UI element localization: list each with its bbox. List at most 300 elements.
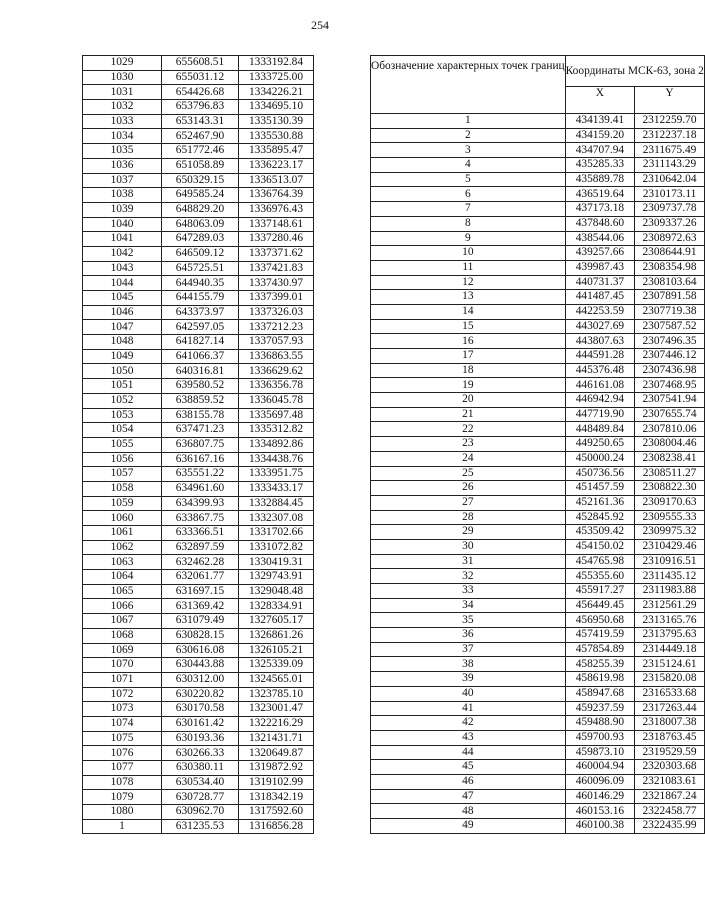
table-row <box>371 598 705 613</box>
point-number-cell: 1071 <box>83 672 162 687</box>
table-row <box>371 774 705 789</box>
point-number-cell: 1046 <box>83 305 162 320</box>
x-coordinate-cell: 458947.68 <box>565 686 635 701</box>
x-coordinate-cell: 630220.82 <box>162 687 239 702</box>
y-coordinate-cell: 2311675.49 <box>635 143 705 158</box>
x-coordinate-cell: 460004.94 <box>565 760 635 775</box>
y-coordinate-cell: 1330419.31 <box>239 555 314 570</box>
x-coordinate-cell: 437173.18 <box>565 202 635 217</box>
table-row <box>83 70 314 85</box>
table-row <box>83 805 314 820</box>
x-coordinate-cell: 645725.51 <box>162 261 239 276</box>
x-coordinate-cell: 630312.00 <box>162 672 239 687</box>
x-coordinate-cell: 445376.48 <box>565 363 635 378</box>
point-number-cell: 1054 <box>83 423 162 438</box>
point-number-cell: 36 <box>371 628 566 643</box>
table-row <box>371 143 705 158</box>
y-coordinate-cell: 1326105.21 <box>239 643 314 658</box>
y-coordinate-cell: 1335697.48 <box>239 408 314 423</box>
x-coordinate-cell: 630443.88 <box>162 658 239 673</box>
point-number-cell: 1036 <box>83 158 162 173</box>
point-number-cell: 11 <box>371 260 566 275</box>
y-coordinate-cell: 1332884.45 <box>239 496 314 511</box>
point-number-cell: 1075 <box>83 731 162 746</box>
x-coordinate-cell: 631369.42 <box>162 599 239 614</box>
point-number-cell: 1051 <box>83 379 162 394</box>
x-coordinate-cell: 459237.59 <box>565 701 635 716</box>
y-coordinate-cell: 2317263.44 <box>635 701 705 716</box>
table-row <box>371 539 705 554</box>
point-number-cell: 2 <box>371 128 566 143</box>
point-number-cell: 1055 <box>83 437 162 452</box>
y-coordinate-cell: 2312237.18 <box>635 128 705 143</box>
point-number-cell: 1065 <box>83 584 162 599</box>
point-number-cell: 1049 <box>83 349 162 364</box>
y-coordinate-cell: 2310429.46 <box>635 539 705 554</box>
y-coordinate-cell: 1336513.07 <box>239 173 314 188</box>
x-coordinate-cell: 441487.45 <box>565 290 635 305</box>
point-number-cell: 48 <box>371 804 566 819</box>
y-coordinate-cell: 1321431.71 <box>239 731 314 746</box>
x-coordinate-cell: 641827.14 <box>162 335 239 350</box>
x-coordinate-cell: 632897.59 <box>162 540 239 555</box>
point-number-cell: 43 <box>371 730 566 745</box>
right-table-header <box>371 56 705 114</box>
table-row <box>371 128 705 143</box>
point-number-cell: 9 <box>371 231 566 246</box>
y-coordinate-cell: 1335895.47 <box>239 144 314 159</box>
table-row <box>83 158 314 173</box>
table-row <box>83 496 314 511</box>
y-coordinate-cell: 1320649.87 <box>239 746 314 761</box>
y-coordinate-cell: 2307446.12 <box>635 349 705 364</box>
point-number-cell: 1047 <box>83 320 162 335</box>
point-number-cell: 1032 <box>83 100 162 115</box>
x-coordinate-cell: 435285.33 <box>565 158 635 173</box>
point-number-cell: 1031 <box>83 85 162 100</box>
x-coordinate-cell: 630266.33 <box>162 746 239 761</box>
point-number-cell: 1063 <box>83 555 162 570</box>
x-coordinate-cell: 452845.92 <box>565 510 635 525</box>
point-number-cell: 1062 <box>83 540 162 555</box>
right-table-body <box>371 114 705 834</box>
x-coordinate-cell: 630161.42 <box>162 716 239 731</box>
y-coordinate-cell: 1328334.91 <box>239 599 314 614</box>
point-number-cell: 46 <box>371 774 566 789</box>
table-row <box>83 276 314 291</box>
y-coordinate-cell: 1324565.01 <box>239 672 314 687</box>
y-coordinate-cell: 1329743.91 <box>239 570 314 585</box>
y-coordinate-cell: 2308354.98 <box>635 260 705 275</box>
point-number-cell: 1069 <box>83 643 162 658</box>
point-number-cell: 29 <box>371 525 566 540</box>
point-number-cell: 30 <box>371 539 566 554</box>
table-row <box>83 599 314 614</box>
x-coordinate-cell: 653143.31 <box>162 114 239 129</box>
x-coordinate-cell: 439257.66 <box>565 246 635 261</box>
y-coordinate-cell: 2309975.32 <box>635 525 705 540</box>
x-coordinate-cell: 631079.49 <box>162 614 239 629</box>
point-number-cell: 22 <box>371 422 566 437</box>
table-row <box>371 613 705 628</box>
table-row <box>83 217 314 232</box>
x-coordinate-cell: 437848.60 <box>565 216 635 231</box>
y-coordinate-cell: 2310642.04 <box>635 172 705 187</box>
right-coordinates-table <box>370 55 705 834</box>
point-number-cell: 1068 <box>83 628 162 643</box>
point-number-cell: 1079 <box>83 790 162 805</box>
y-coordinate-cell: 1336976.43 <box>239 202 314 217</box>
table-row <box>371 554 705 569</box>
coordinates-header: Координаты МСК-63, зона 2 <box>565 56 704 87</box>
point-number-cell: 1048 <box>83 335 162 350</box>
x-coordinate-cell: 640316.81 <box>162 364 239 379</box>
table-row <box>83 584 314 599</box>
x-coordinate-cell: 630534.40 <box>162 775 239 790</box>
point-number-cell: 1052 <box>83 393 162 408</box>
table-row <box>83 819 314 834</box>
table-row <box>371 481 705 496</box>
x-coordinate-cell: 443027.69 <box>565 319 635 334</box>
x-coordinate-cell: 460096.09 <box>565 774 635 789</box>
table-row <box>371 114 705 129</box>
table-row <box>83 540 314 555</box>
point-number-cell: 27 <box>371 495 566 510</box>
point-number-cell: 1038 <box>83 188 162 203</box>
x-coordinate-cell: 634399.93 <box>162 496 239 511</box>
point-number-cell: 1043 <box>83 261 162 276</box>
y-coordinate-cell: 1337430.97 <box>239 276 314 291</box>
table-row <box>83 56 314 71</box>
table-row <box>371 378 705 393</box>
table-row <box>371 628 705 643</box>
y-coordinate-cell: 2307587.52 <box>635 319 705 334</box>
table-row <box>371 569 705 584</box>
point-number-cell: 25 <box>371 466 566 481</box>
x-coordinate-cell: 459488.90 <box>565 716 635 731</box>
x-coordinate-cell: 453509.42 <box>565 525 635 540</box>
x-coordinate-cell: 448489.84 <box>565 422 635 437</box>
table-row <box>83 628 314 643</box>
table-row <box>371 672 705 687</box>
point-number-cell: 38 <box>371 657 566 672</box>
table-row <box>371 260 705 275</box>
point-number-cell: 1030 <box>83 70 162 85</box>
point-number-cell: 33 <box>371 584 566 599</box>
x-coordinate-cell: 652467.90 <box>162 129 239 144</box>
point-number-cell: 28 <box>371 510 566 525</box>
y-coordinate-cell: 2308822.30 <box>635 481 705 496</box>
point-number-cell: 1077 <box>83 761 162 776</box>
y-coordinate-cell: 2307468.95 <box>635 378 705 393</box>
table-row <box>371 686 705 701</box>
point-number-cell: 1066 <box>83 599 162 614</box>
point-number-cell: 1061 <box>83 526 162 541</box>
point-number-cell: 12 <box>371 275 566 290</box>
point-number-cell: 26 <box>371 481 566 496</box>
table-row <box>83 423 314 438</box>
point-number-cell: 16 <box>371 334 566 349</box>
y-coordinate-cell: 1329048.48 <box>239 584 314 599</box>
point-number-cell: 6 <box>371 187 566 202</box>
y-coordinate-cell: 2308238.41 <box>635 451 705 466</box>
y-coordinate-cell: 1337057.93 <box>239 335 314 350</box>
table-row <box>371 363 705 378</box>
y-coordinate-cell: 2308972.63 <box>635 231 705 246</box>
y-coordinate-cell: 2308004.46 <box>635 437 705 452</box>
table-row <box>371 525 705 540</box>
x-coordinate-cell: 456950.68 <box>565 613 635 628</box>
table-row <box>371 789 705 804</box>
point-number-cell: 1074 <box>83 716 162 731</box>
table-row <box>371 422 705 437</box>
point-number-cell: 21 <box>371 407 566 422</box>
x-coordinate-cell: 455355.60 <box>565 569 635 584</box>
table-row <box>83 761 314 776</box>
y-coordinate-cell: 1336356.78 <box>239 379 314 394</box>
table-row <box>83 305 314 320</box>
point-number-cell: 1045 <box>83 291 162 306</box>
y-coordinate-cell: 1326861.26 <box>239 628 314 643</box>
y-coordinate-cell: 1316856.28 <box>239 819 314 834</box>
x-coordinate-cell: 459700.93 <box>565 730 635 745</box>
y-coordinate-cell: 1337399.01 <box>239 291 314 306</box>
table-row <box>83 672 314 687</box>
y-coordinate-cell: 1335312.82 <box>239 423 314 438</box>
x-coordinate-cell: 630728.77 <box>162 790 239 805</box>
y-coordinate-cell: 1334226.21 <box>239 85 314 100</box>
y-coordinate-cell: 2314449.18 <box>635 642 705 657</box>
x-coordinate-cell: 648063.09 <box>162 217 239 232</box>
x-coordinate-cell: 451457.59 <box>565 481 635 496</box>
table-row <box>83 790 314 805</box>
y-coordinate-cell: 1319102.99 <box>239 775 314 790</box>
table-row <box>83 746 314 761</box>
table-row <box>83 511 314 526</box>
x-coordinate-cell: 442253.59 <box>565 304 635 319</box>
y-coordinate-cell: 2308644.91 <box>635 246 705 261</box>
x-coordinate-cell: 649585.24 <box>162 188 239 203</box>
y-coordinate-cell: 1334438.76 <box>239 452 314 467</box>
table-row <box>371 437 705 452</box>
y-coordinate-cell: 2308103.64 <box>635 275 705 290</box>
x-coordinate-cell: 449250.65 <box>565 437 635 452</box>
x-coordinate-cell: 630616.08 <box>162 643 239 658</box>
y-coordinate-cell: 1323785.10 <box>239 687 314 702</box>
table-row <box>83 379 314 394</box>
table-row <box>83 85 314 100</box>
x-coordinate-cell: 655608.51 <box>162 56 239 71</box>
table-row <box>371 246 705 261</box>
table-row <box>83 467 314 482</box>
table-row <box>83 291 314 306</box>
y-coordinate-cell: 1325339.09 <box>239 658 314 673</box>
y-coordinate-cell: 2307496.35 <box>635 334 705 349</box>
table-row <box>83 246 314 261</box>
table-row <box>371 158 705 173</box>
table-row <box>371 231 705 246</box>
point-number-cell: 1037 <box>83 173 162 188</box>
x-header: X <box>565 87 635 114</box>
x-coordinate-cell: 460100.38 <box>565 819 635 834</box>
y-coordinate-cell: 2321083.61 <box>635 774 705 789</box>
point-number-cell: 14 <box>371 304 566 319</box>
point-number-cell: 39 <box>371 672 566 687</box>
x-coordinate-cell: 631697.15 <box>162 584 239 599</box>
y-coordinate-cell: 1319872.92 <box>239 761 314 776</box>
x-coordinate-cell: 435889.78 <box>565 172 635 187</box>
y-coordinate-cell: 1333951.75 <box>239 467 314 482</box>
point-number-cell: 1070 <box>83 658 162 673</box>
point-number-cell: 42 <box>371 716 566 731</box>
y-coordinate-cell: 1317592.60 <box>239 805 314 820</box>
table-row <box>83 232 314 247</box>
table-row <box>371 716 705 731</box>
designation-header: Обозначение характерных точек границ <box>371 56 566 114</box>
table-row <box>371 216 705 231</box>
y-coordinate-cell: 2309737.78 <box>635 202 705 217</box>
point-number-cell: 37 <box>371 642 566 657</box>
table-row <box>371 760 705 775</box>
x-coordinate-cell: 460153.16 <box>565 804 635 819</box>
x-coordinate-cell: 653796.83 <box>162 100 239 115</box>
table-row <box>83 481 314 496</box>
y-coordinate-cell: 1334892.86 <box>239 437 314 452</box>
point-number-cell: 1035 <box>83 144 162 159</box>
table-row <box>371 466 705 481</box>
x-coordinate-cell: 638859.52 <box>162 393 239 408</box>
table-row <box>83 702 314 717</box>
y-coordinate-cell: 1337326.03 <box>239 305 314 320</box>
y-coordinate-cell: 1336764.39 <box>239 188 314 203</box>
table-row <box>83 687 314 702</box>
table-row <box>371 730 705 745</box>
point-number-cell: 35 <box>371 613 566 628</box>
table-row <box>371 804 705 819</box>
point-number-cell: 1053 <box>83 408 162 423</box>
y-coordinate-cell: 1323001.47 <box>239 702 314 717</box>
table-row <box>83 731 314 746</box>
x-coordinate-cell: 457419.59 <box>565 628 635 643</box>
table-row <box>371 202 705 217</box>
y-coordinate-cell: 2309555.33 <box>635 510 705 525</box>
x-coordinate-cell: 638155.78 <box>162 408 239 423</box>
table-row <box>371 334 705 349</box>
table-row <box>83 452 314 467</box>
x-coordinate-cell: 447719.90 <box>565 407 635 422</box>
point-number-cell: 1034 <box>83 129 162 144</box>
left-table-body <box>83 56 314 834</box>
x-coordinate-cell: 646509.12 <box>162 246 239 261</box>
table-row <box>371 451 705 466</box>
y-coordinate-cell: 2315820.08 <box>635 672 705 687</box>
table-row <box>83 202 314 217</box>
table-row <box>371 642 705 657</box>
x-coordinate-cell: 458619.98 <box>565 672 635 687</box>
point-number-cell: 45 <box>371 760 566 775</box>
x-coordinate-cell: 444591.28 <box>565 349 635 364</box>
point-number-cell: 7 <box>371 202 566 217</box>
point-number-cell: 1033 <box>83 114 162 129</box>
y-coordinate-cell: 2307655.74 <box>635 407 705 422</box>
y-coordinate-cell: 2318007.38 <box>635 716 705 731</box>
table-row <box>371 304 705 319</box>
x-coordinate-cell: 434159.20 <box>565 128 635 143</box>
y-coordinate-cell: 2315124.61 <box>635 657 705 672</box>
y-coordinate-cell: 1322216.29 <box>239 716 314 731</box>
point-number-cell: 1039 <box>83 202 162 217</box>
table-row <box>371 407 705 422</box>
point-number-cell: 5 <box>371 172 566 187</box>
table-row <box>371 172 705 187</box>
x-coordinate-cell: 630170.58 <box>162 702 239 717</box>
table-row <box>83 775 314 790</box>
table-row <box>371 701 705 716</box>
table-row <box>83 408 314 423</box>
point-number-cell: 1 <box>83 819 162 834</box>
x-coordinate-cell: 630380.11 <box>162 761 239 776</box>
x-coordinate-cell: 434139.41 <box>565 114 635 129</box>
table-row <box>83 614 314 629</box>
y-coordinate-cell: 2312259.70 <box>635 114 705 129</box>
x-coordinate-cell: 452161.36 <box>565 495 635 510</box>
y-coordinate-cell: 2309170.63 <box>635 495 705 510</box>
y-coordinate-cell: 2309337.26 <box>635 216 705 231</box>
point-number-cell: 1076 <box>83 746 162 761</box>
point-number-cell: 1044 <box>83 276 162 291</box>
point-number-cell: 31 <box>371 554 566 569</box>
point-number-cell: 13 <box>371 290 566 305</box>
x-coordinate-cell: 630193.36 <box>162 731 239 746</box>
x-coordinate-cell: 443807.63 <box>565 334 635 349</box>
point-number-cell: 1073 <box>83 702 162 717</box>
table-row <box>83 437 314 452</box>
table-row <box>83 658 314 673</box>
y-coordinate-cell: 2313795.63 <box>635 628 705 643</box>
point-number-cell: 10 <box>371 246 566 261</box>
x-coordinate-cell: 655031.12 <box>162 70 239 85</box>
x-coordinate-cell: 642597.05 <box>162 320 239 335</box>
point-number-cell: 1060 <box>83 511 162 526</box>
table-row <box>371 187 705 202</box>
x-coordinate-cell: 637471.23 <box>162 423 239 438</box>
x-coordinate-cell: 633867.75 <box>162 511 239 526</box>
table-row <box>83 643 314 658</box>
x-coordinate-cell: 648829.20 <box>162 202 239 217</box>
x-coordinate-cell: 639580.52 <box>162 379 239 394</box>
point-number-cell: 1042 <box>83 246 162 261</box>
y-coordinate-cell: 2322458.77 <box>635 804 705 819</box>
point-number-cell: 1080 <box>83 805 162 820</box>
y-coordinate-cell: 2316533.68 <box>635 686 705 701</box>
point-number-cell: 41 <box>371 701 566 716</box>
point-number-cell: 34 <box>371 598 566 613</box>
x-coordinate-cell: 459873.10 <box>565 745 635 760</box>
x-coordinate-cell: 450000.24 <box>565 451 635 466</box>
x-coordinate-cell: 454765.98 <box>565 554 635 569</box>
table-row <box>83 100 314 115</box>
y-coordinate-cell: 2307891.58 <box>635 290 705 305</box>
table-row <box>83 129 314 144</box>
x-coordinate-cell: 644940.35 <box>162 276 239 291</box>
table-row <box>83 716 314 731</box>
table-row <box>371 290 705 305</box>
y-coordinate-cell: 1333192.84 <box>239 56 314 71</box>
x-coordinate-cell: 647289.03 <box>162 232 239 247</box>
x-coordinate-cell: 450736.56 <box>565 466 635 481</box>
table-row <box>83 114 314 129</box>
x-coordinate-cell: 456449.45 <box>565 598 635 613</box>
